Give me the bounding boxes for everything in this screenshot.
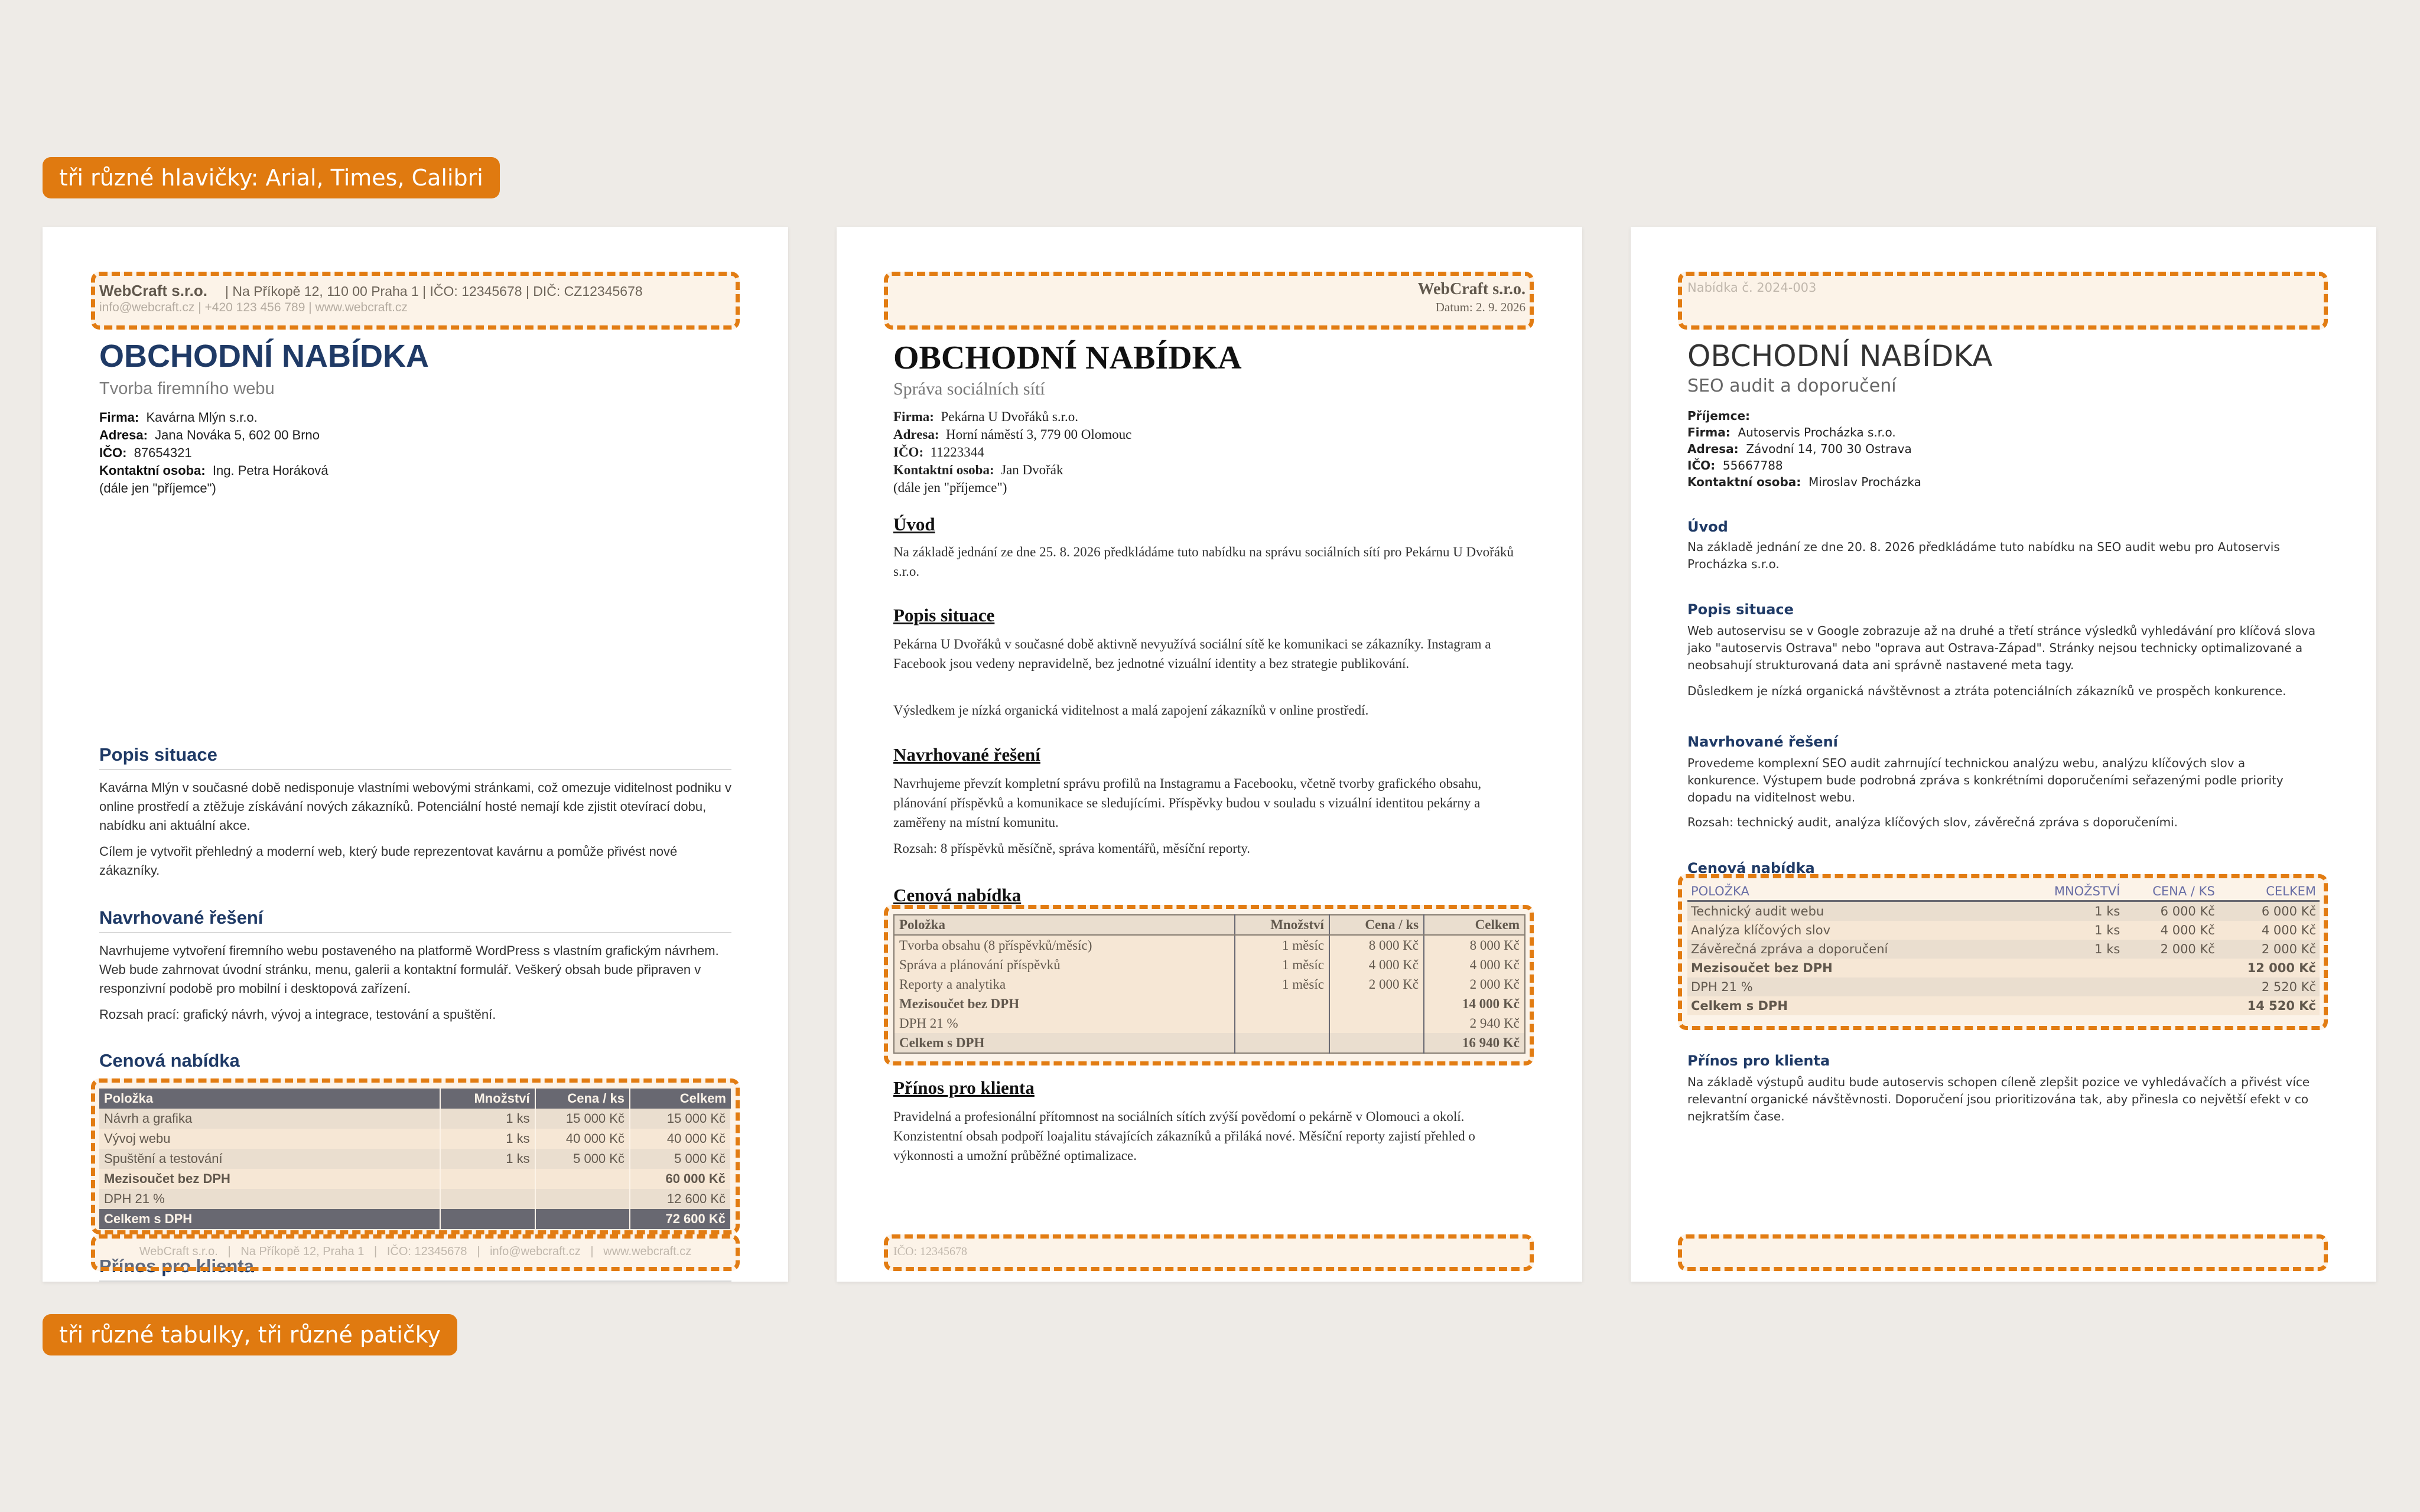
table-row: Vývoj webu 1 ks 40 000 Kč 40 000 Kč [99, 1129, 731, 1149]
page2-title: OBCHODNÍ NABÍDKA [893, 340, 1242, 376]
page2-situation-p2: Výsledkem je nízká organická viditelnost a malá zapojení zákazníků v online prostředí. [893, 703, 1369, 718]
headers-annotation-tag: tři různé hlavičky: Arial, Times, Calibri [43, 157, 500, 198]
page3-footer-highlight [1678, 1234, 2328, 1271]
page1-situation-heading: Popis situace [99, 744, 731, 770]
page3-intro-p1: Na základě jednání ze dne 20. 8. 2026 předkládáme tuto nabídku na SEO audit webu pro Autoservis Procházka s.r.o. [1687, 540, 2280, 571]
table-row: Závěrečná zpráva a doporučení 1 ks 2 000 Kč 2 000 Kč [1687, 940, 2320, 959]
table-row: Technický audit webu 1 ks 6 000 Kč 6 000 Kč [1687, 901, 2320, 921]
page2-solution-p1: Navrhujeme převzít kompletní správu profilů na Instagramu a Facebooku, včetně tvorby grafického obsahu, plánování příspěvků a komunikace se sledujícími. Příspěvky budou v souladu s vizuální identitou pekárny a zaměřeny na místní komunitu. [893, 776, 1482, 830]
page2-situation-p1: Pekárna U Dvořáků v současné době aktivně nevyužívá sociální sítě ke komunikaci se zákazníky. Instagram a Facebook jsou vedeny nepravidelně, bez jednotné vizuální identity a bez strategie publikování. [893, 637, 1491, 671]
table-row: Reporty a analytika 1 měsíc 2 000 Kč 2 000 Kč [894, 975, 1525, 994]
table-vat-row: DPH 21 % 2 940 Kč [894, 1014, 1525, 1033]
document-page-calibri [1631, 227, 2376, 1282]
table-row: Spuštění a testování 1 ks 5 000 Kč 5 000 Kč [99, 1149, 731, 1169]
page3-intro-heading: Úvod [1687, 519, 1728, 535]
page3-header-offer-number: Nabídka č. 2024-003 [1687, 281, 1817, 295]
table-subtotal-row: Mezisoučet bez DPH 14 000 Kč [894, 994, 1525, 1014]
page1-header-line1: WebCraft s.r.o. | Na Příkopě 12, 110 00 Praha 1 | IČO: 12345678 | DIČ: CZ12345678 [99, 282, 643, 299]
table-total-row: Celkem s DPH 14 520 Kč [1687, 996, 2320, 1015]
page1-benefit-heading: Přínos pro klienta [99, 1256, 731, 1282]
table-row: Správa a plánování příspěvků 1 měsíc 4 000 Kč 4 000 Kč [894, 955, 1525, 975]
page2-benefit-p1: Pravidelná a profesionální přítomnost na sociálních sítích zvýší povědomí o pekárně v Olomouci a okolí. Konzistentní obsah podpoří loajalitu stávajících zákazníků a přiláká nové. Měsíční reporty zajistí přehled o výkonnosti a umožní průběžné optimalizace. [893, 1109, 1475, 1163]
page2-footer-highlight [884, 1234, 1534, 1271]
table-subtotal-row: Mezisoučet bez DPH 60 000 Kč [99, 1169, 731, 1189]
page2-situation-heading: Popis situace [893, 605, 995, 625]
page3-situation-p1: Web autoservisu se v Google zobrazuje až na druhé a třetí stránce výsledků vyhledávání pro klíčová slova jako "autoservis Ostrava" nebo "oprava aut Ostrava-Západ". Stránky nejsou technicky optimalizované a neobsahují strukturovaná data ani správně nastavené meta tagy. [1687, 624, 2316, 672]
page2-intro-heading: Úvod [893, 514, 935, 535]
page1-header-company: WebCraft s.r.o. [99, 282, 208, 299]
page2-price-table: Položka Množství Cena / ks Celkem Tvorba obsahu (8 příspěvků/měsíc) 1 měsíc 8 000 Kč 8 000 Kč Správa a plánování příspěvků 1 měsíc 4 000 Kč 4 000 Kč Reporty a analytika 1 měsíc 2 000 Kč 2 000 Kč Mezisoučet bez DPH 14 000 Kč DPH 21 % 2 940 Kč Celkem s DPH 16 940 Kč [893, 914, 1525, 1054]
table-row: Tvorba obsahu (8 příspěvků/měsíc) 1 měsíc 8 000 Kč 8 000 Kč [894, 935, 1525, 955]
page1-situation-p2: Cílem je vytvořit přehledný a moderní web, který bude reprezentovat kavárnu a pomůže přivést nové zákazníky. [99, 844, 678, 878]
page1-client-block: Firma: Kavárna Mlýn s.r.o. Adresa: Jana Nováka 5, 602 00 Brno IČO: 87654321 Kontaktní osoba: Ing. Petra Horáková (dále jen "příjemce") [99, 410, 328, 496]
page2-solution-p2: Rozsah: 8 příspěvků měsíčně, správa komentářů, měsíční reporty. [893, 841, 1251, 856]
table-row: Návrh a grafika 1 ks 15 000 Kč 15 000 Kč [99, 1109, 731, 1129]
page1-solution-p2: Rozsah prací: grafický návrh, vývoj a integrace, testování a spuštění. [99, 1007, 496, 1022]
page1-price-heading: Cenová nabídka [99, 1050, 240, 1071]
table-vat-row: DPH 21 % 2 520 Kč [1687, 977, 2320, 996]
page3-benefit-p1: Na základě výstupů auditu bude autoservis schopen cíleně zlepšit pozice ve vyhledávačích a přivést více relevantní organické návštěvnosti. Doporučení jsou prioritizována tak, aby přinesla co největší efekt v co nejkratším čase. [1687, 1075, 2310, 1123]
page2-intro-p1: Na základě jednání ze dne 25. 8. 2026 předkládáme tuto nabídku na správu sociálních sítí pro Pekárnu U Dvořáků s.r.o. [893, 545, 1514, 579]
table-vat-row: DPH 21 % 12 600 Kč [99, 1189, 731, 1209]
page1-solution-p1: Navrhujeme vytvoření firemního webu postaveného na platformě WordPress s vlastním grafickým návrhem. Web bude zahrnovat úvodní stránku, menu, galerii a kontaktní formulář. Veškerý obsah bude připraven v responzivní podobě pro mobilní i desktopová zařízení. [99, 943, 719, 996]
page3-price-table: POLOŽKA MNOŽSTVÍ CENA / KS CELKEM Technický audit webu 1 ks 6 000 Kč 6 000 Kč Analýza klíčových slov 1 ks 4 000 Kč 4 000 Kč Závěrečná zpráva a doporučení 1 ks 2 000 Kč 2 000 Kč Mezisoučet bez DPH 12 000 Kč DPH 21 % 2 520 Kč Celkem s DPH 14 520 Kč [1687, 882, 2320, 1015]
table-subtotal-row: Mezisoučet bez DPH 12 000 Kč [1687, 959, 2320, 977]
document-page-arial [43, 227, 788, 1282]
document-page-times [837, 227, 1582, 1282]
page2-footer: IČO: 12345678 [893, 1245, 967, 1258]
page3-title: OBCHODNÍ NABÍDKA [1687, 339, 1993, 373]
page3-benefit-heading: Přínos pro klienta [1687, 1052, 1830, 1069]
page3-price-heading: Cenová nabídka [1687, 860, 1815, 876]
table-row: Analýza klíčových slov 1 ks 4 000 Kč 4 000 Kč [1687, 921, 2320, 940]
page3-subtitle: SEO audit a doporučení [1687, 376, 1897, 396]
page3-situation-heading: Popis situace [1687, 601, 1794, 618]
page3-solution-p1: Provedeme komplexní SEO audit zahrnující technickou analýzu webu, analýzu klíčových slov a konkurence. Výstupem bude podrobná zpráva s konkrétními doporučeními seřazenými podle priority dopadu na viditelnost webu. [1687, 756, 2284, 804]
page2-subtitle: Správa sociálních sítí [893, 379, 1045, 399]
page3-solution-p2: Rozsah: technický audit, analýza klíčových slov, závěrečná zpráva s doporučeními. [1687, 815, 2178, 829]
page3-situation-p2: Důsledkem je nízká organická návštěvnost a ztráta potenciálních zákazníků ve prospěch konkurence. [1687, 684, 2286, 698]
page1-solution-heading: Navrhované řešení [99, 907, 731, 933]
table-total-row: Celkem s DPH 16 940 Kč [894, 1033, 1525, 1053]
tables-annotation-tag: tři různé tabulky, tři různé patičky [43, 1314, 457, 1355]
page1-footer: WebCraft s.r.o. | Na Příkopě 12, Praha 1 | IČO: 12345678 | info@webcraft.cz | www.webcraft.cz [139, 1245, 692, 1258]
page1-price-table: Položka Množství Cena / ks Celkem Návrh a grafika 1 ks 15 000 Kč 15 000 Kč Vývoj webu 1 ks 40 000 Kč 40 000 Kč Spuštění a testování 1 ks 5 000 Kč 5 000 Kč Mezisoučet bez DPH 60 000 Kč DPH 21 % 12 600 Kč Celkem s DPH 72 600 Kč [99, 1089, 731, 1229]
page3-solution-heading: Navrhované řešení [1687, 734, 1838, 750]
page2-price-heading: Cenová nabídka [893, 885, 1022, 905]
page1-header-line2: info@webcraft.cz | +420 123 456 789 | www.webcraft.cz [99, 301, 408, 314]
page2-solution-heading: Navrhované řešení [893, 744, 1040, 765]
page3-client-block: Příjemce: Firma: Autoservis Procházka s.r.o. Adresa: Závodní 14, 700 30 Ostrava IČO: 55667788 Kontaktní osoba: Miroslav Procházka [1687, 409, 1921, 489]
table-total-row: Celkem s DPH 72 600 Kč [99, 1209, 731, 1229]
page2-benefit-heading: Přínos pro klienta [893, 1077, 1035, 1098]
page2-client-block: Firma: Pekárna U Dvořáků s.r.o. Adresa: Horní náměstí 3, 779 00 Olomouc IČO: 11223344 Kontaktní osoba: Jan Dvořák (dále jen "příjemce") [893, 409, 1132, 495]
page2-header: WebCraft s.r.o. Datum: 2. 9. 2026 [1417, 280, 1525, 314]
page1-title: OBCHODNÍ NABÍDKA [99, 338, 429, 374]
page1-subtitle: Tvorba firemního webu [99, 379, 275, 398]
page1-situation-p1: Kavárna Mlýn v současné době nedisponuje vlastními webovými stránkami, což omezuje viditelnost podniku v online prostředí a ztěžuje získávání nových zákazníků. Potenciální hosté nemají kde zjistit otevírací dobu, nabídku ani aktuální akce. [99, 780, 731, 833]
